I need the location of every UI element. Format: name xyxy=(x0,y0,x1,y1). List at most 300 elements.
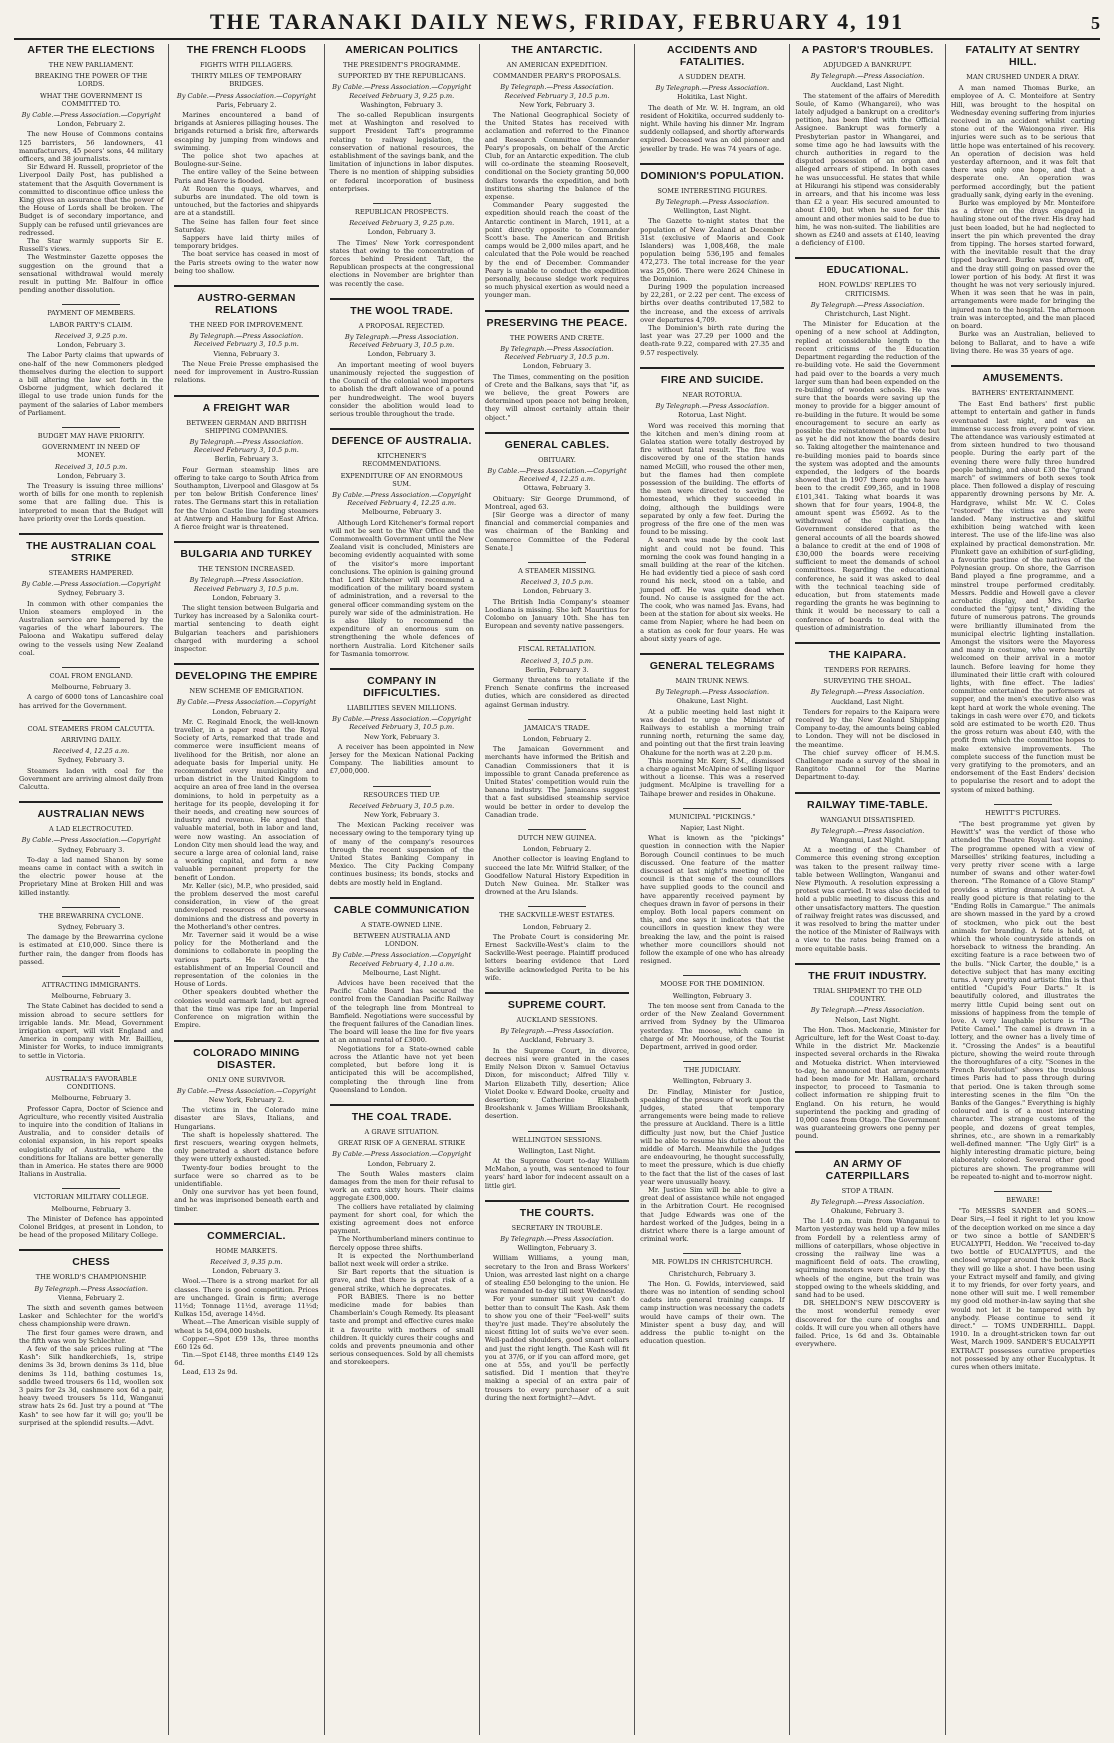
article-paragraph: At a public meeting held last night it was decided to urge the Minister of Railways to establish a morning train running north, returning the same day, and pointing out that the first train leaving Ohakune for the north was at 2.20 p.m. xyxy=(640,707,785,757)
article-subheading: AN AMERICAN EXPEDITION. xyxy=(506,61,608,69)
article xyxy=(19,427,163,523)
article-paragraph: Burke was employed by Mr. Monteifore as a driver on the drays engaged in hauling stone out of the river. His dray had just been loaded, but he had neglected to insert the pin which prevented the dray from tipping. The horses started forward, with the inevitable result that the dray tipped backward. Burke was thrown off, and the dray still going on passed over the lower portion of his body. At first it was thought he was not very seriously injured. When it was seen that he was in pain, arrangements were made for bringing the injured man to the hospital. The afternoon train was intercepted, and the man placed on board. xyxy=(950,199,1095,331)
article-paragraph: The Minister for Education at the opening of a new school at Addington, replied at considerable length to the recent criticisms of the Education Department regarding the reduction of the re-building vote. He said the Government had paid over to the boards a very much larger sum than had been expended on the re-building of wooden schools. He was sure that the boards were saving up the money to provide for a bigger amount of re-building in the future. It would be some encouragement to secure an early as possible the reinstatement of the vote but as yet he did not know the boards desire so. Taking altogether the maintenance and re-building monies paid to boards since the system was adopted and the amounts expended, the ledgers of the boards showed that in 1907 there ought to have been to the credit £99,365, and in 1908 £101,341. Taking what boards it was shown that for four years, 1904-8, the amount spent was £5692. As to the withdrawal of the capitation, the Government considered that as the general accounts of all the boards showed a balance to credit at the end of 1908 of £30,000 the boards were receiving sufficient to meet the demands of school committees. Regarding the educational conference, he said it was asked to deal with the technical teaching side of education, but from statements made regarding the grants he was beginning to think it would be necessary to call a conference of boards to deal with the question of administration. xyxy=(795,320,940,632)
article-dateline: London, February 2. xyxy=(367,1159,436,1168)
article-paragraph: Another collector is leaving England to succeed the late Mr. Wilfrid Stalker, of the Goodfellow Natural History Expedition in Dutch New Guinea. Mr. Stalker was drowned at the Aru Islands. xyxy=(484,855,630,897)
article-subheading: HON. FOWLDS' REPLIES TO CRITICISMS. xyxy=(818,281,917,298)
article xyxy=(485,1131,629,1190)
article-paragraph: The chief survey officer of H.M.S. Challenger made a survey of the shoal in Rangitoto Channel for the Marine Department to-day. xyxy=(795,748,940,782)
article-subheading: ATTRACTING IMMIGRANTS. xyxy=(41,981,141,990)
article-headline: DOMINION'S POPULATION. xyxy=(640,163,784,182)
article-byline: By Cable.—Press Association.—Copyright Received February 4, 12.25 a.m. xyxy=(332,490,472,508)
article xyxy=(330,44,474,193)
article-paragraph: Mr. Taverner said it would be a wise policy for the Motherland and the dominions to collaborate in peopling the various parts. He favored the establishment of an Imperial Council and representation of the colonies in the House of Lords. xyxy=(174,931,319,989)
article xyxy=(19,1249,163,1427)
article xyxy=(174,44,318,275)
article xyxy=(330,897,474,1094)
article xyxy=(19,667,163,710)
article xyxy=(951,804,1095,1181)
article-dateline: Melbourne, February 3. xyxy=(51,1094,131,1103)
article-paragraph: The Dominion's birth rate during the last year was 27.29 per 1000 and the death-rate 9.22, compared with 27.35 and 9.57 respectively. xyxy=(640,324,785,357)
article-subheading: THE SACKVILLE-WEST ESTATES. xyxy=(499,911,615,920)
article xyxy=(485,44,629,300)
section-divider xyxy=(683,808,741,809)
article-byline: By Telegraph.—Press Association. xyxy=(500,1027,614,1036)
article-byline: By Cable.—Press Association.—Copyright xyxy=(176,1086,316,1095)
article-byline: Received 4, 12.25 a.m. xyxy=(53,747,130,756)
article-paragraph: The new House of Commons contains 125 barristers, 56 landowners, 41 manufacturers, 45 peers' sons, 44 military officers, and 38 journalists. xyxy=(19,130,164,164)
article-headline: COMMERCIAL. xyxy=(174,1223,318,1242)
column-3 xyxy=(325,44,480,1735)
article xyxy=(795,642,939,782)
article-subheading: FISCAL RETALIATION. xyxy=(518,645,596,654)
article-subheading: WHAT THE GOVERNMENT IS COMMITTED TO. xyxy=(39,91,143,108)
article-paragraph: The Minister of Defence has appointed Colonel Bridges, at present in London, to be head of the proposed Military College. xyxy=(19,1214,164,1240)
article-paragraph: Commander Peary suggested the expedition should reach the coast of the Antarctic continent in March, 1911, at a point directly opposite to Commander Scott's base. The American and British camps would be 2,000 miles apart, and he calculated that the Pole would be reached by the end of December. Commander Peary is unable to conduct the expedition personally, because sledge work requires so much physical exertion as would need a younger man. xyxy=(484,201,630,300)
article-byline: By Cable.—Press Association.—Copyright Received February 3, 10.5 p.m. xyxy=(332,715,472,732)
article-byline: By Telegraph.—Press Association. xyxy=(810,826,925,835)
article-byline: By Telegraph.—Press Association. xyxy=(810,1006,925,1015)
article-subheading: A PROPOSAL REJECTED. xyxy=(358,321,445,330)
article-headline: DEFENCE OF AUSTRALIA. xyxy=(330,428,474,447)
article-paragraph: Word was received this morning that the kitchen and men's dining room at Galatea station were totally destroyed by fire without fatal result. The fire was discovered by one of the station hands named McGill, who roused the other men, but the flames had then complete possession of the building. The efforts of the men were directed to saving the homestead, which they succeeded in doing, although the buildings were separated by only a few feet. During the progress of the fire one of the men was found to be missing. xyxy=(640,421,785,537)
article xyxy=(330,1104,474,1367)
article-headline: DEVELOPING THE EMPIRE xyxy=(174,663,318,682)
article-headline: EDUCATIONAL. xyxy=(795,257,939,276)
article-subheading: COAL FROM ENGLAND. xyxy=(49,671,133,680)
article-paragraph: The death of Mr. W. H. Ingram, an old resident of Hokitika, occurred suddenly to-night. While having his dinner Mr. Ingram suddenly collapsed, and shortly afterwards expired. Deceased was an old pioneer and jeweller by trade. He was 74 years of age. xyxy=(640,103,785,153)
article-headline: CABLE COMMUNICATION xyxy=(330,897,474,916)
article-byline: By Cable.—Press Association.—Copyright xyxy=(21,836,161,845)
masthead xyxy=(14,8,1100,40)
article-subheading: BATHERS' ENTERTAINMENT. xyxy=(971,388,1074,397)
article-paragraph: Germany threatens to retaliate if the French Senate confirms the increased duties, which are considered as directed against German industry. xyxy=(484,675,630,709)
article-paragraph: The Probate Court is considering Mr. Ernest Sackville-West's claim to the Sackville-West peerage. Plaintiff produced letters bearing evidence that Lord Sackville acknowledged Perita to be his wife. xyxy=(484,932,630,982)
article-subheading: SOME INTERESTING FIGURES. xyxy=(657,186,768,195)
article-subheading: REPUBLICAN PROSPECTS. xyxy=(354,208,449,217)
article-headline: THE ANTARCTIC. xyxy=(511,44,603,56)
article-subheading: GOVERNMENT IN NEED OF MONEY. xyxy=(42,443,141,460)
section-divider xyxy=(528,562,586,563)
article-headline: AMUSEMENTS. xyxy=(951,365,1095,384)
article-subheading: HEWITT'S PICTURES. xyxy=(985,808,1061,817)
article xyxy=(795,257,939,632)
article-subheading: KITCHENER'S RECOMMENDATIONS. xyxy=(362,452,441,469)
section-divider xyxy=(528,906,586,907)
article-byline: By Cable.—Press Association.—Copyright xyxy=(332,1150,472,1159)
article-subheading: A STATE-OWNED LINE. xyxy=(361,920,443,929)
article-paragraph: The shaft is hopelessly shattered. The first rescuers, wearing oxygen helmets, only penetrated a short distance before they were utterly exhausted. xyxy=(174,1130,319,1164)
article-paragraph: The victims in the Colorado mine disaster are Slavs, Italians, and Hungarians. xyxy=(174,1106,319,1131)
section-divider xyxy=(528,719,586,720)
article-subheading: GREAT RISK OF A GENERAL STRIKE xyxy=(338,1139,466,1148)
article-byline: By Telegraph.—Press Association. Received February 3, 10.5 p.m. xyxy=(189,437,304,455)
article-subheading: NEAR ROTORUA. xyxy=(682,390,743,399)
article-headline: COMPANY IN DIFFICULTIES. xyxy=(330,668,474,699)
article-headline: GENERAL CABLES. xyxy=(485,432,629,451)
article-subheading: BETWEEN AUSTRALIA AND LONDON. xyxy=(353,932,451,949)
article-paragraph: Sir Edward H. Russell, proprietor of the Liverpool Daily Post, has published a statement that the Asquith Government is committed to discontinue office unless the King gives an assurance that the power of the House of Lords shall be broken. The Budget is of secondary importance, and Supply can be refused until grievances are redressed. xyxy=(19,163,164,237)
section-divider xyxy=(528,640,586,641)
article xyxy=(951,44,1095,355)
article-dateline: London, February 2. xyxy=(57,120,126,129)
article-byline: By Telegraph.—Press Association. xyxy=(810,1197,925,1206)
article-subheading: THE NEW PARLIAMENT. xyxy=(48,61,134,69)
article-subheading: THE PRESIDENT'S PROGRAMME. xyxy=(343,61,461,69)
section-divider xyxy=(683,975,741,976)
article-subheading: BEWARE! xyxy=(1006,1196,1040,1204)
article-paragraph: The Treasury is issuing three millions' worth of bills for one month to replenish some that are falling due. This is interpreted to mean that the Budget will have priority over the Lords question. xyxy=(19,481,164,523)
article-paragraph: FOR BABIES. There is no better medicine made for babies than Chamberlain's Cough Remedy. Its pleasant taste and prompt and effective cures make it a favourite with mothers of small children. It quickly cures their coughs and colds and prevents pneumonia and other serious consequences. Sold by all chemists and storekeepers. xyxy=(329,1292,474,1367)
article-paragraph: Advices have been received that the Pacific Cable Board has secured the control from the Canadian Pacific Railway of the telegraph line from Montreal to Bamfield. Negotiations were successful by the frequent failures of the Canadian lines. The board will lease the line for five years at an annual rental of £3000. xyxy=(329,979,474,1045)
article xyxy=(640,1253,784,1345)
article-subheading: HOME MARKETS. xyxy=(215,1246,278,1255)
article-paragraph: For your summer suit you can't do better than to consult The Kash. Ask them to show you one of their "Feel-well" suits they're just made. They're absolutely the nicest fitting lot of suits we've ever seen. Well-padded shoulders, good smart collars and just the right length. The Kash will fit you at 37/6, or if you can afford more, get one at 55s, and you'll be perfectly satisfied. Did I mention that they're making a special of an extra pair of trousers to every purchaser of a suit during the next fortnight?—Advt. xyxy=(484,1295,630,1402)
article-paragraph: The boat service has ceased in most of the Paris streets owing to the water now being too shallow. xyxy=(174,250,319,275)
article-dateline: Vienna, February 3. xyxy=(213,349,280,358)
article-paragraph: Wheat.—The American visible supply of wheat is 54,694,000 bushels. xyxy=(174,1318,319,1335)
article-subheading: MR. FOWLDS IN CHRISTCHURCH. xyxy=(651,1258,773,1267)
section-divider xyxy=(994,804,1052,805)
article-headline: A PASTOR'S TROUBLES. xyxy=(801,44,934,56)
article-paragraph: The first four games were drawn, and the fifth was won by Schlechter. xyxy=(19,1328,164,1345)
section-divider xyxy=(62,427,120,428)
article-dateline: Nelson, Last Night. xyxy=(834,1015,901,1024)
column-6 xyxy=(790,44,945,1735)
article-dateline: Wellington, February 3. xyxy=(672,991,752,1000)
article-dateline: London, February 2. xyxy=(212,707,281,716)
article-subheading: SURVEYING THE SHOAL. xyxy=(823,677,912,686)
article-byline: By Cable.—Press Association.—Copyright xyxy=(21,111,161,120)
page-number: 5 xyxy=(1091,13,1100,33)
article-paragraph: Burke was an Australian, believed to belong to Ballarat, and to have a wife living there. He was 35 years of age. xyxy=(950,330,1095,355)
article-headline: THE AUSTRALIAN COAL STRIKE xyxy=(19,533,163,564)
article xyxy=(951,1191,1095,1371)
article-subheading: BUDGET MAY HAVE PRIORITY. xyxy=(37,431,145,440)
article xyxy=(795,963,939,1141)
article-subheading: THE WORLD'S CHAMPIONSHIP. xyxy=(35,1273,147,1282)
article-subheading: AUCKLAND SESSIONS. xyxy=(516,1016,598,1025)
article xyxy=(19,1188,163,1239)
article-byline: By Cable.—Press Association.—Copyright Received February 4, 1.10 a.m. xyxy=(332,951,472,968)
article-subheading: SUPPORTED BY THE REPUBLICANS. xyxy=(337,72,466,81)
article-paragraph: What is known as the "pickings" question in connection with the Napier Borough Council continues to be much discussed. One feature of the matter discussed at last night's meeting of the council is that some of the councillors have supplied goods to the council and have apparently received payment by cheques drawn in favor of persons in their employ. Both local papers comment on this, and one says it indicates that the councillors in question knew they were breaking the law, and the point is raised whether more councillors should not follow the example of one who has already resigned. xyxy=(640,834,785,966)
article xyxy=(330,668,474,776)
article-dateline: Christchurch, February 3. xyxy=(668,1269,756,1278)
article-paragraph: Other speakers doubted whether the colonies would earmark land, but agreed that the time was ripe for an Imperial Conference on migration within the Empire. xyxy=(174,988,319,1030)
article-byline: By Telegraph.—Press Association. xyxy=(500,1234,614,1243)
article-paragraph: The State Cabinet has decided to send a mission abroad to secure settlers for irrigable lands. Mr. Mead, Government irrigation expert, will visit England and America in company with Mr. Baillieu, Minister for Works, to induce immigrants to settle in Victoria. xyxy=(19,1002,164,1060)
article-subheading: WANGANUI DISSATISFIED. xyxy=(820,815,915,824)
article-subheading: AUSTRALIA'S FAVORABLE CONDITIONS. xyxy=(45,1074,137,1092)
article-headline: FATALITY AT SENTRY HILL. xyxy=(965,44,1081,68)
article-subheading: EXPENDITURE OF AN ENORMOUS SUM. xyxy=(340,471,463,488)
article-dateline: London, February 3. xyxy=(367,350,436,359)
article-subheading: STEAMERS HAMPERED. xyxy=(48,568,134,577)
article-byline: Received February 3, 9.25 p.m. xyxy=(349,219,455,228)
article xyxy=(795,1151,939,1349)
section-divider xyxy=(62,667,120,668)
article-paragraph: William Williams, a young man, secretary to the Iron and Brass Workers' Union, was arrested last night on a charge of stealing £50 belonging to the union. He was remanded to-day till next Wednesday. xyxy=(484,1254,630,1296)
article-headline: RAILWAY TIME-TABLE. xyxy=(795,792,939,811)
article-dateline: Napier, Last Night. xyxy=(680,824,745,833)
article xyxy=(19,976,163,1060)
article-paragraph: The Northumberland miners continue to fiercely oppose three shifts. xyxy=(329,1235,474,1252)
article-headline: AN ARMY OF CATERPILLARS xyxy=(795,1151,939,1182)
article-subheading: THE NEED FOR IMPROVEMENT. xyxy=(189,321,304,330)
article-paragraph: The Labor Party claims that upwards of one-half of the new Commoners pledged themselves during the election to support a bill altering the law set forth in the Osborne judgment, which declared it illegal to use trade union funds for the payment of the salaries of Labor members of Parliament. xyxy=(19,351,164,417)
article xyxy=(485,992,629,1120)
article-subheading: MAIN TRUNK NEWS. xyxy=(675,676,749,685)
article-dateline: Ohakune, February 3. xyxy=(830,1206,905,1215)
article xyxy=(640,653,784,798)
article-paragraph: Wool.—There is a strong market for all classes. There is good competition. Prices are unchanged. Grain is firm; average 11½d; Tonnage 11½d, average 11½d; Kulkas 15d, average 14½d. xyxy=(174,1277,319,1319)
article-dateline: Sydney, February 3. xyxy=(57,589,125,598)
article-subheading: A SUDDEN DEATH. xyxy=(678,73,746,81)
article xyxy=(485,310,629,422)
article-dateline: Berlin, February 3. xyxy=(525,665,589,674)
article-dateline: Washington, February 3. xyxy=(360,100,443,109)
article-paragraph: An important meeting of wool buyers unanimously rejected the suggestion of the Council of the colonial wool importers to abolish the draft allowance of a pound per hundredweight. The wool buyers consider the abolition would lead to serious trouble throughout the trade. xyxy=(329,360,474,418)
article-dateline: London, February 2. xyxy=(522,922,592,931)
article-byline: By Cable.—Press Association.—Copyright xyxy=(176,91,316,100)
article-paragraph: The Neue Freie Presse emphasised the need for improvement in Austro-Russian relations. xyxy=(174,359,319,385)
article-paragraph: Mr. Justice Sim will be able to give a great deal of assistance while not engaged in the Arbitration Court. He recognised that Judge Edwards was one of the hardest worked of the Judges, being in a district where there is a large amount of criminal work. xyxy=(640,1185,785,1244)
article-dateline: Wellington, Last Night. xyxy=(518,1146,596,1155)
article-paragraph: The Times' New York correspondent states that owing to the concentration of forces behind President Taft, the Republican prospects at the congressional elections in November are brighter than was recently the case. xyxy=(329,238,474,288)
article-paragraph: The South Wales masters claim damages from the men for their refusal to work an extra sixty hours. Their claims aggregate £300,000. xyxy=(329,1169,474,1203)
article-subheading: OBITUARY. xyxy=(538,455,576,464)
article-byline: By Telegraph.—Press Association. Received February 3, 10.5 p.m. xyxy=(344,333,459,350)
article-paragraph: A cargo of 6000 tons of Lancashire coal has arrived for the Government. xyxy=(19,693,164,710)
article-byline: By Telegraph.—Press Association. xyxy=(810,72,925,81)
article-byline: By Telegraph.—Press Association. Received February 3, 10.5 p.m. xyxy=(500,83,614,100)
article-byline: By Telegraph.—Press Association. xyxy=(34,1284,148,1293)
article-dateline: Berlin, February 3. xyxy=(214,455,279,464)
article-subheading: COAL STEAMERS FROM CALCUTTA. xyxy=(27,724,155,733)
article-subheading: THE POWERS AND CRETE. xyxy=(509,333,605,342)
article-byline: By Telegraph.—Press Association. xyxy=(810,688,925,697)
article-paragraph: The entire valley of the Seine between Paris and Havre is flooded. xyxy=(174,168,319,185)
article-paragraph: In common with other companies the Union steamers employed in the Australian service are hampered by the vagaries of the wharf labourers. The Paloona and Wakatipu suffered delay owing to the vessels using New Zealand coal. xyxy=(19,599,164,657)
article-subheading: ONLY ONE SURVIVOR. xyxy=(206,1075,286,1084)
article-dateline: New York, February 3. xyxy=(519,100,595,109)
article-dateline: Melbourne, February 3. xyxy=(51,683,131,692)
section-divider xyxy=(994,1191,1052,1192)
article-paragraph: The police shot two apaches at Boulogne-sur-Seine. xyxy=(174,152,319,169)
article xyxy=(19,720,163,791)
article-headline: FIRE AND SUICIDE. xyxy=(640,367,784,386)
article-paragraph: Mr. C. Reginald Enock, the well-known traveller, in a paper read at the Royal Society of Arts, remarked that trade and commerce were insufficient means of livelihood for the British, nor alone an adequate basis for Imperial unity. He recommended every municipality and urban district in the United Kingdom to acquire an area of free land in the oversea dominions, to hold in perpetuity as a heritage for its people, developing it for their needs, and creating new sources of industry and revenue. He argued that valuable material, both in labor and land, were now wasting. An association of London City men should lead the way, and secure a large area of colonial land, raise a working capital, and form a new valuable permanent property for the benefit of London. xyxy=(174,717,319,882)
article-dateline: New York, February 3. xyxy=(363,732,440,741)
article-paragraph: The slight tension between Bulgaria and Turkey has increased by a Salonika court-martial sentencing to death eight Bulgarian teachers and parishioners charged with murdering a school inspector. xyxy=(174,603,319,653)
article xyxy=(330,786,474,887)
article-dateline: Ottawa, February 3. xyxy=(523,484,591,493)
article-paragraph: A receiver has been appointed in New Jersey for the Mexican National Packing Company. The liabilities amount to £7,000,000. xyxy=(329,742,474,776)
article-subheading: NEW SCHEME OF EMIGRATION. xyxy=(189,687,304,696)
article-dateline: Melbourne, Last Night. xyxy=(362,968,441,977)
article-paragraph: A man named Thomas Burke, an employee of A. C. Monteifore at Sentry Hill, was brought to the hospital on Wednesday evening suffering from injuries received in an accident whilst carting stone out of the Waiongona river. His injuries were such as to be serious that little hope was entertained of his recovery. An operation of decision was held yesterday afternoon, and it was felt that there was only one hope, and that a desperate one. An operation was performed accordingly, but the patient gradually sank, dying early in the evening. xyxy=(950,84,1095,199)
article-subheading: FIGHTS WITH PILLAGERS. xyxy=(200,61,293,69)
article-subheading: ARRIVING DAILY. xyxy=(61,736,122,744)
article-headline: THE WOOL TRADE. xyxy=(330,298,474,317)
article-paragraph: The Times, commenting on the position of Crete and the Balkans, says that "if, as we believe, the great Powers are determined upon peace not being broken, they will almost certainly attain their object." xyxy=(484,372,630,422)
article-dateline: Ohakune, Last Night. xyxy=(676,697,749,706)
article-paragraph: Obituary: Sir George Drummond, of Montreal, aged 63. xyxy=(484,494,630,511)
article-subheading: MUNICIPAL "PICKINGS." xyxy=(669,812,756,821)
article-subheading: LABOR PARTY'S CLAIM. xyxy=(49,320,133,329)
article-paragraph: The Jamaican Government and merchants have informed the British and Canadian Commissioners that it is impossible to grant Canada preference as United States' competition would ruin the banana industry. The Jamaicans suggest that a fast subsidised steamship service would be better in order to develop the Canadian trade. xyxy=(484,745,630,819)
article-paragraph: At Rouen the quays, wharves, and suburbs are inundated. The old town is untouched, but the factories and shipyards are at a standstill. xyxy=(174,184,319,218)
article-paragraph: The Mexican Packing receiver was necessary owing to the temporary tying up of many of the company's resources through the recent suspension of the United States Banking Company in Mexico. The City Packing Company continues business; its bonds, stocks and debts are mostly held in England. xyxy=(329,821,474,887)
article xyxy=(330,203,474,288)
article xyxy=(485,829,629,896)
article xyxy=(640,163,784,357)
article-dateline: Melbourne, February 3. xyxy=(361,508,442,517)
section-divider xyxy=(62,976,120,977)
article-dateline: London, February 3. xyxy=(522,362,592,371)
article-paragraph: Marines encountered a band of brigands at Asnieres pillaging houses. The brigands returned a brisk fire, afterwards escaping by jumping from windows and swimming. xyxy=(174,111,319,152)
section-divider xyxy=(62,1188,120,1189)
article-dateline: Rotorua, Last Night. xyxy=(677,411,747,420)
article-dateline: Melbourne, February 3. xyxy=(51,992,131,1001)
article-headline: AMERICAN POLITICS xyxy=(345,44,459,56)
article-paragraph: During 1909 the population increased by 22,281, or 2.22 per cent. The excess of births over deaths contributed 17,582 to the increase, and the excess of arrivals over departures 4,709. xyxy=(640,283,785,324)
article xyxy=(485,1200,629,1402)
section-divider xyxy=(373,203,431,204)
article-paragraph: The Hon. Thos. Mackenzie, Minister for Agriculture, left for the West Coast to-day. While in the district Mr. Mackenzie inspected several orchards in the Riwaka and Motueka district. When interviewed to-day, he announced that arrangements had been made for Mr. Hallam, orchard inspector, to proceed to Tasmania to collect information re shipping fruit to England. On his return, he would superintend the packing and grading of 10,000 cases from Otago. The Government was guaranteeing growers one penny per pound. xyxy=(795,1025,940,1141)
article-subheading: PAYMENT OF MEMBERS. xyxy=(47,309,136,318)
column-2 xyxy=(169,44,324,1735)
article xyxy=(795,44,939,247)
article-subheading: JAMAICA'S TRADE. xyxy=(523,723,591,732)
article-dateline: Auckland, February 3. xyxy=(519,1036,595,1045)
section-divider xyxy=(373,786,431,787)
article-byline: By Telegraph.—Press Association. Received February 3, 10.5 p.m. xyxy=(189,576,304,593)
article-subheading: BETWEEN GERMAN AND BRITISH SHIPPING COMPANIES. xyxy=(186,418,307,435)
article xyxy=(951,365,1095,794)
article xyxy=(640,808,784,966)
article-dateline: Melbourne, February 3. xyxy=(51,1204,131,1213)
article xyxy=(19,801,163,897)
article-byline: Received 3, 10.5 p.m. xyxy=(520,656,594,665)
article-subheading: COMMANDER PEARY'S PROPOSALS. xyxy=(493,72,621,81)
article xyxy=(174,1040,318,1213)
article-dateline: London, February 3. xyxy=(367,228,436,237)
article-byline: By Cable.—Press Association.—Copyright xyxy=(21,580,161,589)
article-dateline: Paris, February 2. xyxy=(216,100,277,109)
article-paragraph: The Hon. G. Fowlds, interviewed, said there was no intention of sending school cadets into general training camps. If camp instruction was necessary the cadets would have camps of their own. The Minister spent a busy day, and will address the public to-night on the education question. xyxy=(640,1279,785,1346)
article-paragraph: The Westminster Gazette opposes the suggestion on the ground that a sensational withdrawal would merely result in putting Mr. Balfour in office pending another dissolution. xyxy=(19,253,164,295)
article-paragraph: Four German steamship lines are offering to take cargo to South Africa from Southampton, Liverpool and Glasgow at 5s per ton below British Conference lines' rates. The Germans start this in retaliation for the Union Castle line landing steamers at Antwerp and Hamburg for East Africa. A fierce freight war is threatened. xyxy=(174,465,319,531)
article-subheading: THE TENSION INCREASED. xyxy=(197,565,295,574)
article-byline: By Telegraph.—Press Association. xyxy=(655,688,770,697)
article-paragraph: In the Supreme Court, in divorce, decrees nisi were granted in the cases Emily Nelson Dixon v. Samuel Octavius Dixon, for misconduct; Alfred Tilly v. Marion Elizabeth Tilly, desertion; Alice Violet Dooke v. Edward Dooke, cruelty and desertion; Catherine Elizabeth Brookshank v. James William Brookshank, desertion. xyxy=(484,1046,630,1121)
section-divider xyxy=(683,1253,741,1254)
article-paragraph: The 1.40 p.m. train from Wanganui to Marton yesterday was held up a few miles from Fordell by a relentless army of millions of caterpillars, whose objective in crossing the railway line was a magnificent field of oats. The crawling, squirming monsters were crushed by the wheels of the engine, but the train was stopped owing to the wheels skidding, and sand had to be used. xyxy=(795,1217,940,1299)
section-divider xyxy=(62,720,120,721)
article-paragraph: The statement of the affairs of Meredith Soule, of Kamo (Whangarei), who was lately adjudged a bankrupt on a creditor's petition, has been filed with the Official Assignee. Bankrupt was formerly a Presbyterian pastor in Whangarei, and some time ago he had lawsuits with the church authorities in regard to the disputed possession of an organ and alleged arrears of stipend. In both cases he was unsuccessful. He states that while at Hikurangi his stipend was considerably in arrears, and that his income was less than £2 a year. His secured amounted to about £100, but when he sued for this amount and other monies said to be due to him, he was non-suited. The liabilities are shown as £240 and assets at £140, leaving a deficiency of £100. xyxy=(795,91,940,248)
article-paragraph: At the Supreme Court to-day William McMahon, a youth, was sentenced to four years' hard labor for indecent assault on a little girl. xyxy=(484,1156,630,1190)
article-paragraph: At a meeting of the Chamber of Commerce this evening strong exception was taken to the present railway time-table between Wellington, Wanganui and New Plymouth. A resolution expressing a protest was carried. It was also decided to hold a public meeting to discuss this and other unsatisfactory matters. The question of railway freight rates was discussed, and it was resolved to bring the matter under the notice of the Minister of Railways with a view to the rates being framed on a more equitable basis. xyxy=(795,846,940,953)
article xyxy=(174,285,318,384)
article-dateline: London, February 2. xyxy=(522,735,592,743)
article-paragraph: Negotiations for a State-owned cable across the Atlantic have not yet been completed, but before long it is anticipated this will be accomplished, completing the through line from Queensland to London. xyxy=(329,1044,474,1094)
article xyxy=(640,975,784,1051)
section-divider xyxy=(62,304,120,305)
article-headline: CHESS xyxy=(19,1249,163,1268)
article-dateline: London, February 3. xyxy=(212,593,281,602)
article-paragraph: To-day a lad named Shanon by some means came in contact with a switch in the electric power house at the Proprietary Mine at Broken Hill and was killed instantly. xyxy=(19,855,164,897)
article-byline: By Telegraph.—Press Association. xyxy=(810,300,925,309)
article-headline: AUSTRALIAN NEWS xyxy=(19,801,163,820)
article-dateline: Sydney, February 3. xyxy=(57,845,125,854)
article xyxy=(19,304,163,416)
article-headline: SUPREME COURT. xyxy=(485,992,629,1011)
article-headline: COLORADO MINING DISASTER. xyxy=(174,1040,318,1071)
article-byline: Received 3, 10.5 p.m. xyxy=(520,578,594,587)
article-subheading: MAN CRUSHED UNDER A DRAY. xyxy=(966,73,1080,81)
article-dateline: London, February 3. xyxy=(522,587,592,596)
article-dateline: Hokitika, Last Night. xyxy=(677,93,748,102)
article-paragraph: It is expected the Northumberland ballot next week will order a strike. xyxy=(329,1251,474,1268)
article-subheading: THE JUDICIARY. xyxy=(684,1066,741,1075)
article-dateline: London, February 3. xyxy=(57,471,126,480)
article xyxy=(19,1070,163,1178)
article-paragraph: Dr. Findlay, Minister for Justice, speaking of the pressure of work upon the Judges, stated that temporary arrangements were being made to relieve the pressure at Auckland. There is a little difficulty just now, but the Chief Justice will be able to resume his duties about the middle of March. Meanwhile the Judges are endeavouring, he thought successfully, to meet the pressure, which is due chiefly to the fact that the list of the cases of last year were unusually heavy. xyxy=(640,1087,785,1186)
article xyxy=(485,562,629,630)
article-dateline: Sydney, February 3. xyxy=(57,923,125,932)
article xyxy=(640,1061,784,1243)
article-paragraph: A search was made by the cook last night and could not be found. This morning the cook was found hanging in a small building at the rear of the kitchen. He had evidently tied a piece of sash cord round his neck, stood on a table, and jumped off. He was quite dead when found. No cause is assigned for the act. The cook, who was named Jas. Evans, had been at the station for about six weeks. He came from Napier, where he had been on a station as cook for four years. He was about sixty years of age. xyxy=(640,536,785,643)
section-divider xyxy=(62,907,120,908)
article xyxy=(640,367,784,643)
article-byline: Received 3, 9.35 p.m. xyxy=(210,1257,283,1266)
article-headline: GENERAL TELEGRAMS xyxy=(640,653,784,672)
article xyxy=(485,640,629,708)
article-paragraph: Although Lord Kitchener's formal report will not be sent to the War Office and the Commonwealth Government until the New Zealand visit is concluded, Ministers are becoming evidently acquainted with some of the visitor's more important conclusions. The opinion is gaining ground that Lord Kitchener will recommend a modification of the military board system of administration, and a reversal to the general officer commanding system on the purely war side of the administration. He is also likely to recommend the expenditure of an enormous sum on strengthening the whole defences of northern Australia. Lord Kitchener sails for Tasmania tomorrow. xyxy=(329,518,474,658)
newspaper-title: THE TARANAKI DAILY NEWS, FRIDAY, FEBRUARY 4, 191 xyxy=(209,9,905,34)
article-subheading: THIRTY MILES OF TEMPORARY BRIDGES. xyxy=(191,72,302,89)
article-dateline: Sydney, February 3. xyxy=(57,756,125,765)
article-paragraph: "The best programme yet given by Hewitt's" was the verdict of those who attended the Theatre Royal last evening. The programme opened with a view of Marseilles' striking features, including a very pretty river scene with a large number of swans and other water-fowl thereon. "The Romance of a Glove Stamp" provides a stirring dramatic subject. A really good picture is that relating to the "Ending Rolls in Camargue." The animals are shown massed in the yard by a crowd of stockmen, who pick out the best animals for branding. A fete is held, at which the whole countryside attends on horseback to witness the branding. An exciting feature is a race between two of the bulls. "Nick Carter, the double," is a detective subject that has many exciting turns. A very pretty and artistic film is that entitled "Cupid's Four Darts." It is beautifully colored, and illustrates the merry little Cupid being sent out on missions of happiness from the temple of love. A very laughable picture is "The Petite Camel." The camel is drawn in a lottery, and the owner has a lively time of it. "Crossing the Andes" is a beautiful picture, showing the weird route through the thoroughfares of a city. "Scenes in the French Revolution" shows the troublous times Paris had to pass through during that period. One is taken through some interesting scenes in the film "On the Banks of the Ganges." Everything is highly coloured and is of a most interesting character. The strange customs of the people, and dozens of great temples, shrines, etc., are shown in a remarkably well-defined manner. "The Ugly Girl" is a highly interesting dramatic picture, being elaborately colored. Several other good pictures are shown. The programme will be repeated to-night and to-morrow night. xyxy=(950,820,1095,1181)
article-subheading: A STEAMER MISSING. xyxy=(518,566,596,575)
article-byline: By Telegraph.—Press Association. xyxy=(655,198,770,207)
article-dateline: New York, February 3. xyxy=(363,811,440,820)
article-paragraph: The Seine has fallen four feet since Saturday. xyxy=(174,217,319,234)
section-divider xyxy=(528,829,586,830)
article xyxy=(485,432,629,552)
article xyxy=(330,298,474,418)
article-headline: THE FRUIT INDUSTRY. xyxy=(795,963,939,982)
article-dateline: Wanganui, Last Night. xyxy=(830,836,905,845)
article-paragraph: [Sir George was a director of many financial and commercial companies and was chairman of the Banking and Commerce Committee of the Federal Senate.] xyxy=(484,510,630,552)
column-1 xyxy=(14,44,169,1735)
column-4 xyxy=(480,44,635,1735)
article xyxy=(19,44,163,294)
article-byline: By Cable.—Press Association.—Copyright Received 4, 12.25 a.m. xyxy=(487,466,627,484)
section-divider xyxy=(683,1061,741,1062)
article-paragraph: Lead, £13 2s 9d. xyxy=(182,1367,238,1376)
article-dateline: Christchurch, Last Night. xyxy=(824,310,911,319)
article-subheading: ADJUDGED A BANKRUPT. xyxy=(823,61,912,69)
column-5 xyxy=(635,44,790,1735)
article-dateline: New York, February 2. xyxy=(208,1095,285,1104)
article-byline: By Telegraph.—Press Association. Received February 3, 10.5 p.m. xyxy=(500,344,614,362)
article-dateline: Auckland, Last Night. xyxy=(831,697,905,706)
article-paragraph: Only one survivor has yet been found, and he was imprisoned beneath earth and timber. xyxy=(174,1188,319,1213)
article-subheading: RESOURCES TIED UP. xyxy=(363,790,441,799)
